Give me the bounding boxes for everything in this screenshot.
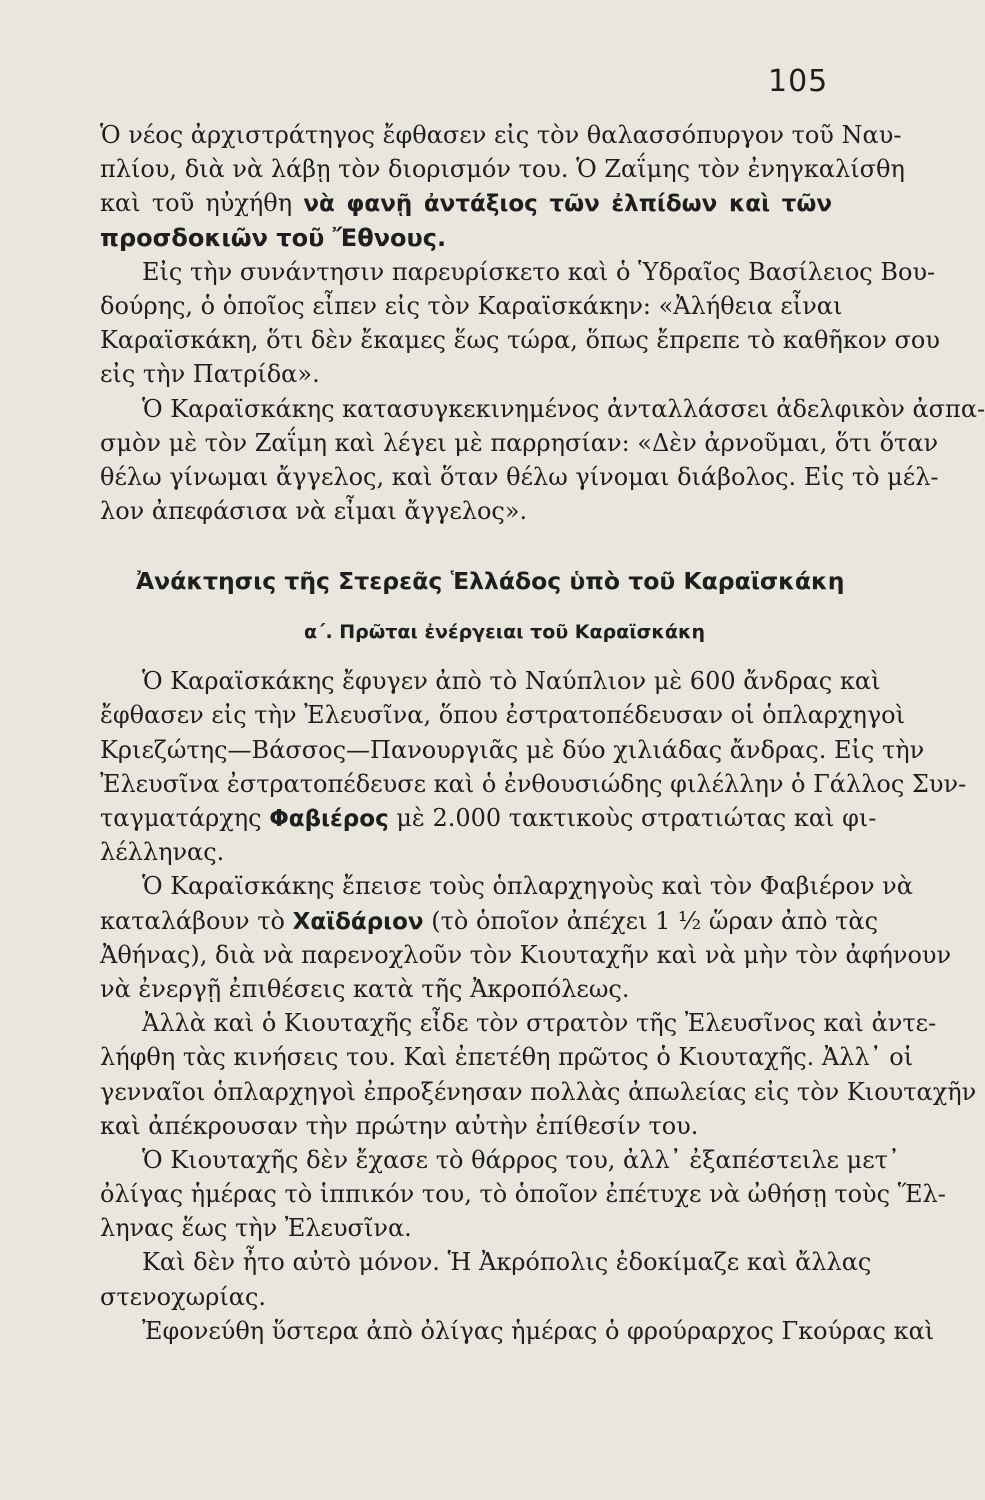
- text-line: θέλω γίνωμαι ἄγγελος, καὶ ὅταν θέλω γίνομαι διάβολος. Εἰς τὸ μέλ-: [100, 462, 939, 491]
- text-line: πλίου, διὰ νὰ λάβῃ τὸν διορισμόν του. Ὁ Ζαΐμης τὸν ἐνηγκαλίσθη: [100, 155, 905, 184]
- text-line: Ἀθήνας), διὰ νὰ παρενοχλοῦν τὸν Κιουταχῆν καὶ νὰ μὴν τὸν ἀφήνουν: [100, 940, 952, 969]
- text-line: γενναῖοι ὁπλαρχηγοὶ ἐπροξένησαν πολλὰς ἀπωλείας εἰς τὸν Κιουταχῆν: [100, 1077, 977, 1106]
- text-line: ἔφθασεν εἰς τὴν Ἐλευσῖνα, ὅπου ἐστρατοπέδευσαν οἱ ὁπλαρχηγοὶ: [100, 701, 906, 730]
- plain-text: καταλάβουν τὸ: [100, 906, 293, 935]
- paragraph-start: Καὶ δὲν ἦτο αὐτὸ μόνον. Ἡ Ἀκρόπολις ἐδοκίμαζε καὶ ἄλλας: [142, 1248, 872, 1277]
- subsection-title: α΄. Πρῶται ἐνέργειαι τοῦ Καραϊσκάκη: [304, 621, 706, 644]
- paragraph-end: εἰς τὴν Πατρίδα».: [100, 360, 320, 389]
- text-line: λήφθη τὰς κινήσεις του. Καὶ ἐπετέθη πρῶτος ὁ Κιουταχῆς. Ἀλλ᾽ οἱ: [100, 1043, 914, 1072]
- paragraph-end: νὰ ἐνεργῇ ἐπιθέσεις κατὰ τῆς Ἀκροπόλεως.: [100, 974, 630, 1003]
- emphasized-text: νὰ φανῇ ἀντάξιος τῶν ἐλπίδων καὶ τῶν: [303, 191, 832, 218]
- page-number: 105: [768, 64, 829, 99]
- paragraph-start: Ὁ Καραϊσκάκης ἔφυγεν ἀπὸ τὸ Ναύπλιον μὲ 600 ἄνδρας καὶ: [142, 667, 881, 696]
- text-line: δούρης, ὁ ὁποῖος εἶπεν εἰς τὸν Καραϊσκάκην: «Ἀλήθεια εἶναι: [100, 291, 843, 320]
- paragraph-start: Ἐφονεύθη ὕστερα ἀπὸ ὀλίγας ἡμέρας ὁ φρούραρχος Γκούρας καὶ: [142, 1316, 935, 1345]
- text-line: Κριεζώτης—Βάσσος—Πανουργιᾶς μὲ δύο χιλιάδας ἄνδρας. Εἰς τὴν: [100, 735, 925, 764]
- emphasized-name: Φαβιέρος: [269, 806, 389, 832]
- paragraph-end: λον ἀπεφάσισα νὰ εἶμαι ἄγγελος».: [100, 497, 528, 526]
- text-line-fabvier: [100, 801, 877, 835]
- paragraph-start: Ὁ Καραϊσκάκης κατασυγκεκινημένος ἀνταλλάσσει ἀδελφικὸν ἀσπα-: [142, 394, 985, 423]
- section-title: Ἀνάκτησις τῆς Στερεᾶς Ἑλλάδος ὑπὸ τοῦ Καραϊσκάκη: [136, 567, 845, 596]
- text-line: Ὁ νέος ἀρχιστράτηγος ἔφθασεν εἰς τὸν θαλασσόπυργον τοῦ Ναυ-: [100, 121, 902, 149]
- plain-text: (τὸ ὁποῖον ἀπέχει 1 ½ ὥραν ἀπὸ τὰς: [423, 906, 879, 935]
- paragraph-start: Εἰς τὴν συνάντησιν παρευρίσκετο καὶ ὁ Ὑδραῖος Βασίλειος Βου-: [142, 257, 936, 286]
- paragraph-start: Ὁ Καραϊσκάκης ἔπεισε τοὺς ὁπλαρχηγοὺς καὶ τὸν Φαβιέρον νὰ: [142, 872, 913, 901]
- paragraph-start: Ἀλλὰ καὶ ὁ Κιουταχῆς εἶδε τὸν στρατὸν τῆς Ἐλευσῖνος καὶ ἀντε-: [142, 1009, 937, 1038]
- plain-text: καὶ τοῦ ηὐχήθη: [100, 189, 304, 218]
- paragraph-end: ληνας ἕως τὴν Ἐλευσῖνα.: [100, 1214, 412, 1243]
- plain-text: ταγματάρχης: [100, 804, 270, 832]
- plain-text: μὲ 2.000 τακτικοὺς στρατιώτας καὶ φι-: [388, 804, 877, 832]
- text-line-emphasis: [100, 186, 832, 220]
- paragraph-end: καὶ ἀπέκρουσαν τὴν πρώτην αὐτὴν ἐπίθεσίν του.: [100, 1111, 699, 1140]
- paragraph-end: λέλληνας.: [100, 838, 225, 867]
- text-line: Ἐλευσῖνα ἐστρατοπέδευσε καὶ ὁ ἐνθουσιώδης φιλέλλην ὁ Γάλλος Συν-: [100, 769, 967, 798]
- text-line: Καραϊσκάκη, ὅτι δὲν ἔκαμες ἕως τώρα, ὅπως ἔπρεπε τὸ καθῆκον σου: [100, 326, 940, 355]
- body-text: [100, 118, 985, 1348]
- paragraph-start: Ὁ Κιουταχῆς δὲν ἔχασε τὸ θάρρος του, ἀλλ᾽ ἐξαπέστειλε μετ᾽: [142, 1145, 900, 1174]
- text-line: ὀλίγας ἡμέρας τὸ ἱππικόν του, τὸ ὁποῖον ἐπέτυχε νὰ ὠθήσῃ τοὺς Ἕλ-: [100, 1180, 946, 1209]
- text-line-bold: προσδοκιῶν τοῦ Ἔθνους.: [100, 223, 447, 252]
- emphasized-place: Χαϊδάριον: [292, 908, 424, 935]
- text-line: σμὸν μὲ τὸν Ζαΐμη καὶ λέγει μὲ παρρησίαν: «Δὲν ἀρνοῦμαι, ὅτι ὅταν: [100, 428, 939, 457]
- paragraph-end: στενοχωρίας.: [100, 1282, 267, 1311]
- text-line-haidari: [100, 904, 879, 938]
